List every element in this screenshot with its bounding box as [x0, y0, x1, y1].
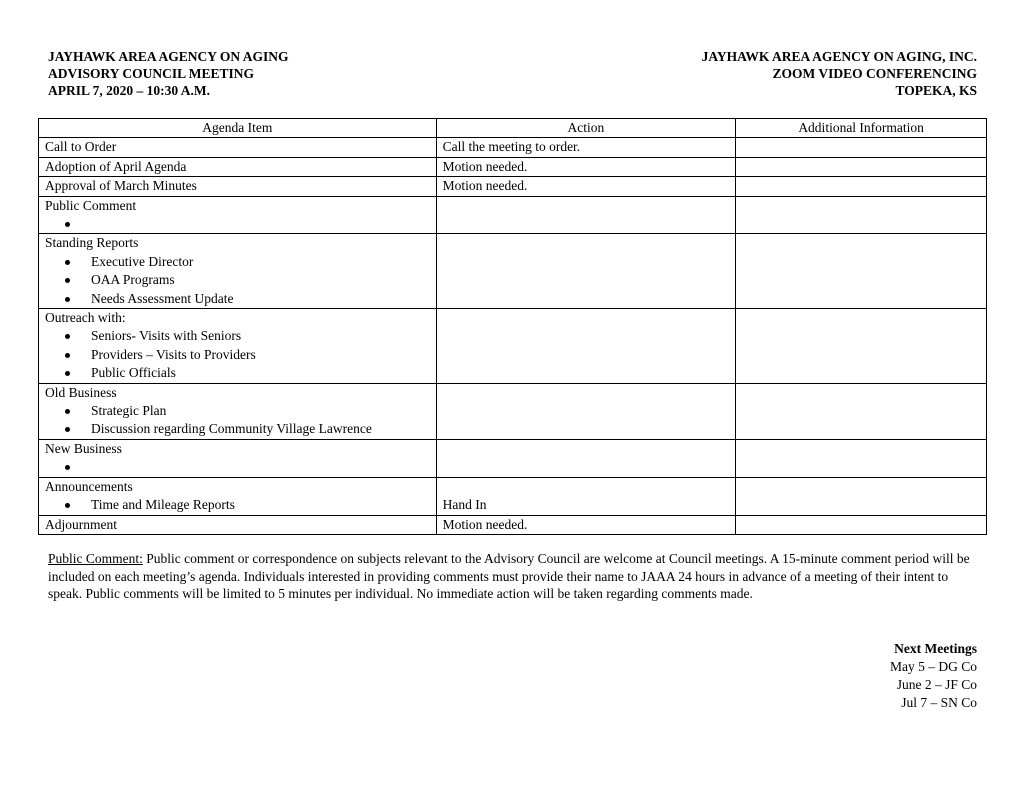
table-row	[39, 477, 987, 515]
additional-info-cell	[736, 138, 987, 157]
action-cell	[436, 138, 736, 157]
agenda-item-title: Adjournment	[45, 516, 117, 532]
agenda-item-cell	[39, 157, 437, 176]
action-cell	[436, 234, 736, 309]
next-meetings-title: Next Meetings	[894, 641, 977, 656]
table-row	[39, 515, 987, 534]
agenda-item-title: Approval of March Minutes	[45, 178, 197, 194]
list-item: Seniors- Visits with Seniors	[65, 327, 430, 345]
list-item: Strategic Plan	[65, 402, 430, 420]
action-text: Motion needed.	[442, 516, 528, 532]
additional-info-cell	[736, 439, 987, 477]
header-left	[48, 48, 289, 99]
action-text: Call the meeting to order.	[442, 139, 581, 155]
agenda-item-cell	[39, 309, 437, 384]
next-meetings	[890, 640, 977, 712]
agenda-item-cell	[39, 383, 437, 439]
additional-info-cell	[736, 383, 987, 439]
additional-info-cell	[736, 309, 987, 384]
next-meeting-item: June 2 – JF Co	[896, 677, 977, 692]
column-header-additional-information: Additional Information	[736, 119, 987, 138]
table-row	[39, 177, 987, 196]
additional-info-cell	[736, 477, 987, 515]
list-item	[65, 215, 430, 233]
action-cell	[436, 177, 736, 196]
agency-name: JAYHAWK AREA AGENCY ON AGING	[48, 49, 289, 64]
meeting-name: ADVISORY COUNCIL MEETING	[48, 66, 255, 81]
table-row	[39, 439, 987, 477]
column-header-action: Action	[436, 119, 736, 138]
table-row	[39, 157, 987, 176]
action-cell	[436, 157, 736, 176]
list-item: Time and Mileage Reports	[65, 496, 430, 514]
agenda-item-title: Standing Reports	[45, 235, 139, 251]
table-row	[39, 234, 987, 309]
action-cell	[436, 515, 736, 534]
agenda-item-cell	[39, 196, 437, 234]
table-row	[39, 309, 987, 384]
action-text: Hand In	[442, 497, 487, 513]
additional-info-cell	[736, 157, 987, 176]
next-meeting-item: Jul 7 – SN Co	[901, 695, 977, 710]
action-cell	[436, 477, 736, 515]
public-comment-label: Public Comment:	[48, 551, 143, 566]
table-header-row	[39, 119, 987, 138]
action-cell	[436, 196, 736, 234]
list-item: OAA Programs	[65, 271, 430, 289]
action-text: Motion needed.	[442, 178, 528, 194]
agenda-item-cell	[39, 477, 437, 515]
meeting-location: TOPEKA, KS	[895, 83, 977, 98]
agenda-item-bullets	[45, 496, 430, 514]
agenda-table	[38, 118, 987, 535]
meeting-date: APRIL 7, 2020 – 10:30 A.M.	[48, 83, 210, 98]
agenda-item-bullets	[45, 458, 430, 476]
agenda-item-title: Old Business	[45, 384, 117, 400]
agenda-item-bullets	[45, 215, 430, 233]
additional-info-cell	[736, 515, 987, 534]
public-comment-note	[48, 550, 978, 603]
agenda-item-cell	[39, 439, 437, 477]
agenda-item-title: Outreach with:	[45, 310, 126, 326]
list-item: Executive Director	[65, 253, 430, 271]
agenda-item-bullets	[45, 402, 430, 439]
list-item: Providers – Visits to Providers	[65, 346, 430, 364]
list-item: Needs Assessment Update	[65, 290, 430, 308]
action-cell	[436, 309, 736, 384]
agenda-item-title: Announcements	[45, 478, 133, 494]
additional-info-cell	[736, 234, 987, 309]
agenda-item-cell	[39, 515, 437, 534]
agenda-item-title: Call to Order	[45, 139, 117, 155]
action-cell	[436, 383, 736, 439]
table-row	[39, 196, 987, 234]
table-row	[39, 138, 987, 157]
table-row	[39, 383, 987, 439]
list-item: Public Officials	[65, 364, 430, 382]
agenda-body	[39, 138, 987, 535]
additional-info-cell	[736, 177, 987, 196]
public-comment-text: Public comment or correspondence on subjects relevant to the Advisory Council are welcome at Council meetings. A 15-minute comment period will be included on each meeting’s agenda. Individuals interested in providing comments must provide their name to JAAA 24 hours in advance of a meeting of their intent to speak. Public comments will be limited to 5 minutes per individual. No immediate action will be taken regarding comments made.	[48, 551, 970, 601]
agenda-item-cell	[39, 234, 437, 309]
agenda-item-bullets	[45, 327, 430, 382]
agenda-item-cell	[39, 138, 437, 157]
agenda-item-title: Adoption of April Agenda	[45, 158, 187, 174]
organization-name: JAYHAWK AREA AGENCY ON AGING, INC.	[701, 49, 977, 64]
agenda-item-title: Public Comment	[45, 197, 137, 213]
agenda-item-cell	[39, 177, 437, 196]
meeting-venue: ZOOM VIDEO CONFERENCING	[772, 66, 977, 81]
header-right	[702, 48, 977, 99]
agenda-item-title: New Business	[45, 440, 122, 456]
agenda-item-bullets	[45, 253, 430, 308]
column-header-agenda-item: Agenda Item	[39, 119, 437, 138]
next-meeting-item: May 5 – DG Co	[890, 659, 977, 674]
list-item: Discussion regarding Community Village Lawrence	[65, 420, 430, 438]
list-item	[65, 458, 430, 476]
action-text: Motion needed.	[442, 158, 528, 174]
additional-info-cell	[736, 196, 987, 234]
action-cell	[436, 439, 736, 477]
